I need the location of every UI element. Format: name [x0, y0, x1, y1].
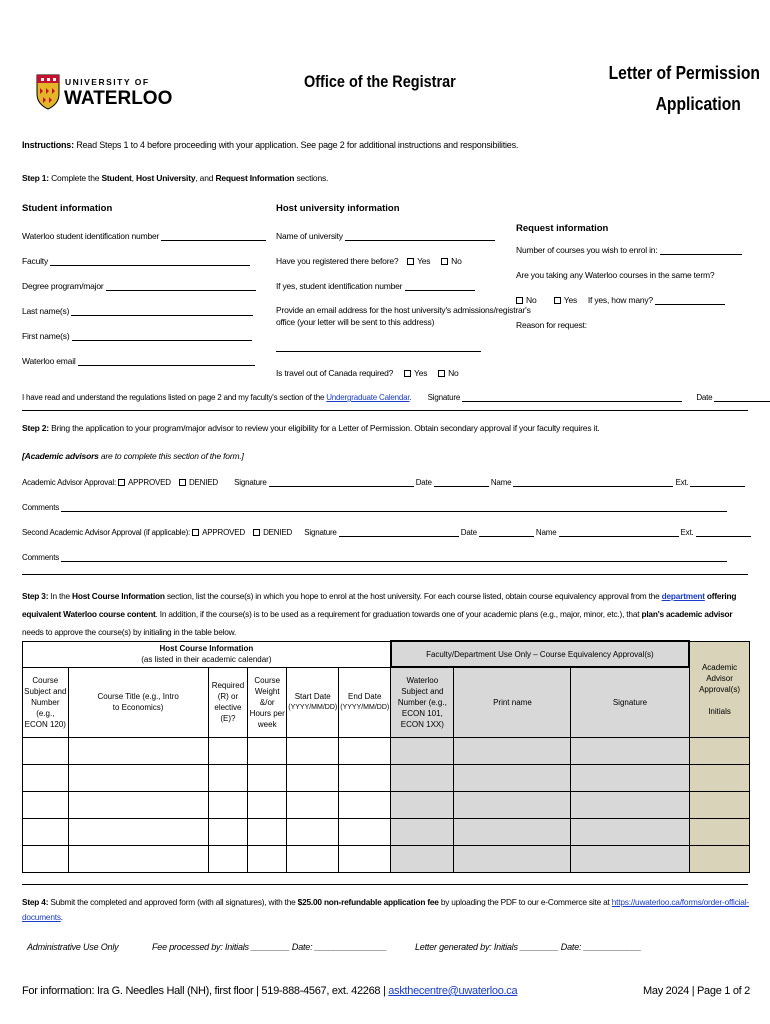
- travel-yes-checkbox[interactable]: [404, 370, 411, 377]
- table-row: [23, 818, 750, 845]
- host-email-instructions: Provide an email address for the host university's admissions/registrar's office (your letter will be sent to this address): [276, 305, 531, 327]
- form-title: [586, 58, 760, 120]
- faculty-field[interactable]: Faculty: [22, 256, 250, 266]
- reason-label: Reason for request:: [516, 320, 587, 330]
- same-term-yes-checkbox[interactable]: [554, 297, 561, 304]
- col-signature: Signature: [571, 667, 689, 737]
- col-course-title: Course Title (e.g., Intro to Economics): [68, 667, 208, 737]
- first-name-field[interactable]: First name(s): [22, 331, 252, 341]
- same-term-no-checkbox[interactable]: [516, 297, 523, 304]
- second-approved-checkbox[interactable]: [192, 529, 199, 536]
- host-email-line[interactable]: [276, 351, 481, 352]
- step1-signature-line[interactable]: [462, 392, 682, 402]
- crest-icon: [36, 74, 60, 110]
- second-advisor-approval-row: Second Academic Advisor Approval (if applicable): APPROVED DENIED Signature Date Name Ext.: [22, 527, 751, 537]
- registered-no-checkbox[interactable]: [441, 258, 448, 265]
- step1-intro: Step 1: Complete the Student, Host University, and Request Information sections.: [22, 173, 329, 183]
- col-course-subject: Course Subject and Number (e.g., ECON 120): [23, 667, 69, 737]
- table-row: [23, 845, 750, 872]
- step2-intro: Step 2: Bring the application to your program/major advisor to review your eligibility for a Letter of Permission. Obtain secondary approval if your faculty requires it.: [22, 423, 600, 433]
- letter-generated-field[interactable]: Letter generated by: Initials ________ Date: ____________: [415, 942, 642, 952]
- table-row: [23, 764, 750, 791]
- last-name-field[interactable]: Last name(s): [22, 306, 253, 316]
- page-number: May 2024 | Page 1 of 2: [643, 985, 750, 997]
- advisor-approval-row: Academic Advisor Approval: APPROVED DENIED Signature Date Name Ext.: [22, 477, 745, 487]
- same-term-question: Are you taking any Waterloo courses in the same term?: [516, 270, 715, 280]
- admin-use-label: Administrative Use Only: [27, 942, 119, 952]
- divider: [22, 884, 748, 885]
- divider: [22, 574, 748, 575]
- second-denied-checkbox[interactable]: [253, 529, 260, 536]
- approved-checkbox[interactable]: [118, 479, 125, 486]
- student-id-field[interactable]: Waterloo student identification number: [22, 231, 266, 241]
- divider: [22, 410, 748, 411]
- waterloo-email-field[interactable]: Waterloo email: [22, 356, 255, 366]
- comments-row-2[interactable]: Comments: [22, 552, 727, 562]
- course-table: [22, 640, 750, 873]
- host-student-id-field[interactable]: If yes, student identification number: [276, 281, 475, 291]
- host-registered-field: Have you registered there before? Yes No: [276, 256, 462, 266]
- host-name-field[interactable]: Name of university: [276, 231, 495, 241]
- instructions: Instructions: Read Steps 1 to 4 before proceeding with your application. See page 2 for additional instructions and responsibilities.: [22, 140, 519, 150]
- footer-info: For information: Ira G. Needles Hall (NH), first floor | 519-888-4567, ext. 42268 | askthecentre@uwaterloo.ca: [22, 985, 518, 997]
- col-weight: Course Weight &/or Hours per week: [248, 667, 287, 737]
- col-end-date: End Date (YYYY/MM/DD): [339, 667, 391, 737]
- student-info-heading: Student information: [22, 203, 113, 214]
- denied-checkbox[interactable]: [179, 479, 186, 486]
- email-link[interactable]: askthecentre@uwaterloo.ca: [388, 985, 518, 997]
- col-required: Required (R) or elective (E)?: [208, 667, 248, 737]
- university-logo: [36, 74, 173, 114]
- ecommerce-link-cont[interactable]: documents: [22, 912, 61, 922]
- department-link[interactable]: department: [661, 591, 705, 601]
- step3-intro: Step 3: In the Host Course Information section, list the course(s) in which you hope to enrol at the host university. For each course listed, obtain course equivalency approval from the department offering equivalent Waterloo course content. In addition, if the course(s) is to be used as a requirement for graduation towards one of your academic plans (e.g., major, minor, etc.), that plan's academic advisor needs to approve the course(s) by initialing in the table below.: [22, 591, 737, 637]
- same-term-field: No Yes If yes, how many?: [516, 295, 725, 305]
- form-title-line2: Application: [655, 94, 741, 114]
- undergraduate-calendar-link[interactable]: Undergraduate Calendar: [326, 393, 410, 402]
- declaration: I have read and understand the regulations listed on page 2 and my faculty's section of the Undergraduate Calendar. Signature Date: [22, 392, 770, 402]
- faculty-use-header: Faculty/Department Use Only – Course Equivalency Approval(s): [391, 641, 689, 667]
- ecommerce-link[interactable]: https://uwaterloo.ca/forms/order-official-: [611, 897, 749, 907]
- step1-date-line[interactable]: [714, 392, 770, 402]
- host-info-heading: Host university information: [276, 203, 400, 214]
- office-title: Office of the Registrar: [304, 72, 456, 91]
- table-row: [23, 737, 750, 764]
- travel-field: Is travel out of Canada required? Yes No: [276, 368, 459, 378]
- degree-field[interactable]: Degree program/major: [22, 281, 256, 291]
- advisor-note: [Academic advisors are to complete this section of the form.]: [22, 451, 244, 461]
- col-start-date: Start Date (YYYY/MM/DD): [287, 667, 339, 737]
- col-print-name: Print name: [454, 667, 571, 737]
- travel-no-checkbox[interactable]: [438, 370, 445, 377]
- col-waterloo-course: Waterloo Subject and Number (e.g., ECON 101, ECON 1XX): [391, 667, 454, 737]
- step4-text: Step 4: Submit the completed and approved form (with all signatures), with the $25.00 non-refundable application fee by uploading the PDF to our e-Commerce site at https://uwaterloo.ca/forms/order-official- documents.: [22, 897, 749, 922]
- fee-processed-field[interactable]: Fee processed by: Initials ________ Date: _______________: [152, 942, 387, 952]
- num-courses-field[interactable]: Number of courses you wish to enrol in:: [516, 245, 742, 255]
- registered-yes-checkbox[interactable]: [407, 258, 414, 265]
- host-course-header: Host Course Information (as listed in their academic calendar): [23, 641, 391, 667]
- form-title-line1: Letter of Permission: [608, 63, 760, 83]
- request-info-heading: Request information: [516, 223, 609, 234]
- comments-row-1[interactable]: Comments: [22, 502, 727, 512]
- logo-text-bottom: WATERLOO: [64, 88, 173, 109]
- advisor-approval-header: Academic Advisor Approval(s) Initials: [689, 641, 749, 737]
- logo-text-top: UNIVERSITY OF: [65, 77, 150, 87]
- table-row: [23, 791, 750, 818]
